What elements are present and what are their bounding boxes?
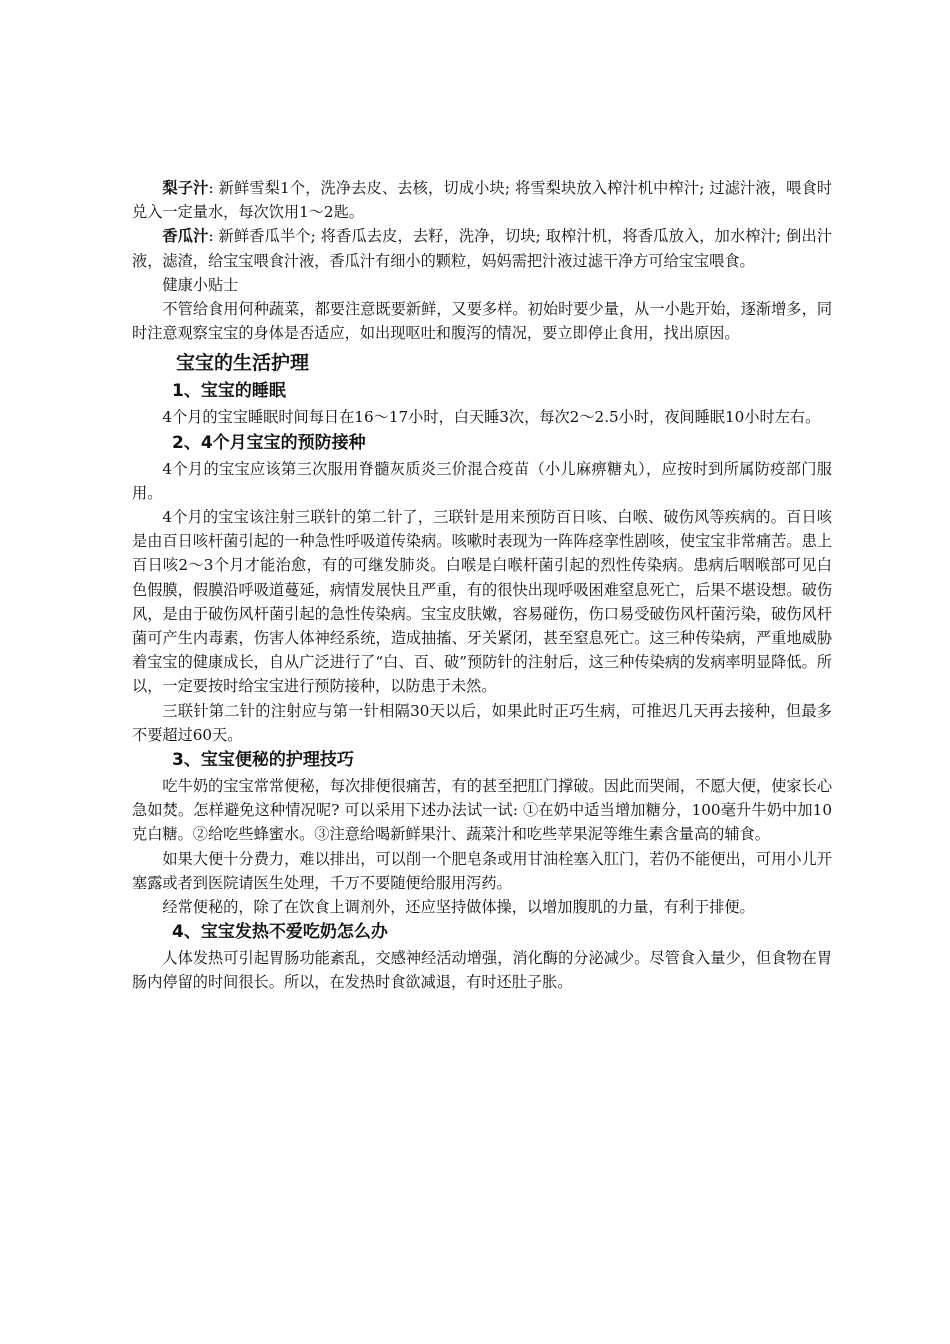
- vaccination-paragraph-2: 4个月的宝宝该注射三联针的第二针了，三联针是用来预防百日咳、白喉、破伤风等疾病的。百日咳是由百日咳杆菌引起的一种急性呼吸道传染病。咳嗽时表现为一阵阵痉挛性剧咳，使宝宝非常痛苦。患上百日咳2～3个月才能治愈，有的可继发肺炎。白喉是白喉杆菌引起的烈性传染病。患病后咽喉部可见白色假膜，假膜沿呼吸道蔓延，病情发展快且严重，有的很快出现呼吸困难窒息死亡，后果不堪设想。破伤风，是由于破伤风杆菌引起的急性传染病。宝宝皮肤嫩，容易碰伤，伤口易受破伤风杆菌污染，破伤风杆菌可产生内毒素，伤害人体神经系统，造成抽搐、牙关紧闭，甚至窒息死亡。这三种传染病，严重地威胁着宝宝的健康成长，自从广泛进行了“白、百、破”预防针的注射后，这三种传染病的发病率明显降低。所以，一定要按时给宝宝进行预防接种，以防患于未然。: [132, 508, 832, 696]
- constipation-paragraph-2: 如果大便十分费力，难以排出，可以削一个肥皂条或用甘油栓塞入肛门，若仍不能便出，可用小儿开塞露或者到医院请医生处理，千万不要随便给服用泻药。: [132, 849, 832, 892]
- vaccination-paragraph-3: 三联针第二针的注射应与第一针相隔30天以后，如果此时正巧生病，可推迟几天再去接种，但最多不要超过60天。: [132, 701, 832, 744]
- melon-juice-text: : 新鲜香瓜半个; 将香瓜去皮，去籽，洗净，切块; 取榨汁机，将香瓜放入，加水榨汁; 倒出汁液，滤渣，给宝宝喂食汁液，香瓜汁有细小的颗粒，妈妈需把汁液过滤干净方可给宝宝喂食。: [132, 227, 833, 270]
- constipation-paragraph-1: 吃牛奶的宝宝常常便秘，每次排便很痛苦，有的甚至把肛门撑破。因此而哭闹，不愿大便，使家长心急如焚。怎样避免这种情况呢? 可以采用下述办法试一试: ①在奶中适当增加糖分，100毫升牛奶中加10克白糖。②给吃些蜂蜜水。③注意给喝新鲜果汁、蔬菜汁和吃些苹果泥等维生素含量高的辅食。: [132, 777, 832, 844]
- pear-juice-paragraph: [132, 176, 832, 224]
- section-title: 宝宝的生活护理: [176, 352, 310, 375]
- vaccination-heading: 2、4个月宝宝的预防接种: [172, 432, 366, 453]
- pear-juice-label: 梨子汁: [162, 179, 209, 197]
- pear-juice-text: : 新鲜雪梨1个，洗净去皮、去核，切成小块; 将雪梨块放入榨汁机中榨汁; 过滤汁液，喂食时兑入一定量水，每次饮用1～2匙。: [132, 179, 833, 222]
- fever-paragraph: 人体发热可引起胃肠功能紊乱，交感神经活动增强，消化酶的分泌减少。尽管食入量少，但食物在胃肠内停留的时间很长。所以，在发热时食欲减退，有时还肚子胀。: [132, 949, 832, 992]
- health-tip-heading: 健康小贴士: [162, 275, 239, 294]
- constipation-paragraph-3: 经常便秘的，除了在饮食上调剂外，还应坚持做体操，以增加腹肌的力量，有利于排便。: [162, 898, 755, 917]
- melon-juice-label: 香瓜汁: [162, 227, 209, 246]
- document-page: [132, 176, 832, 995]
- sleep-paragraph: 4个月的宝宝睡眠时间每日在16～17小时，白天睡3次，每次2～2.5小时，夜间睡眠10小时左右。: [162, 408, 821, 427]
- melon-juice-paragraph: [132, 224, 832, 272]
- sleep-heading: 1、宝宝的睡眠: [172, 381, 286, 402]
- constipation-heading: 3、宝宝便秘的护理技巧: [172, 750, 354, 771]
- health-tip-text: 不管给食用何种蔬菜，都要注意既要新鲜，又要多样。初始时要少量，从一小匙开始，逐渐增多，同时注意观察宝宝的身体是否适应，如出现呕吐和腹泻的情况，要立即停止食用，找出原因。: [132, 300, 832, 343]
- vaccination-paragraph-1: 4个月的宝宝应该第三次服用脊髓灰质炎三价混合疫苗（小儿麻痹糖丸），应按时到所属防疫部门服用。: [132, 459, 832, 502]
- fever-heading: 4、宝宝发热不爱吃奶怎么办: [172, 922, 388, 943]
